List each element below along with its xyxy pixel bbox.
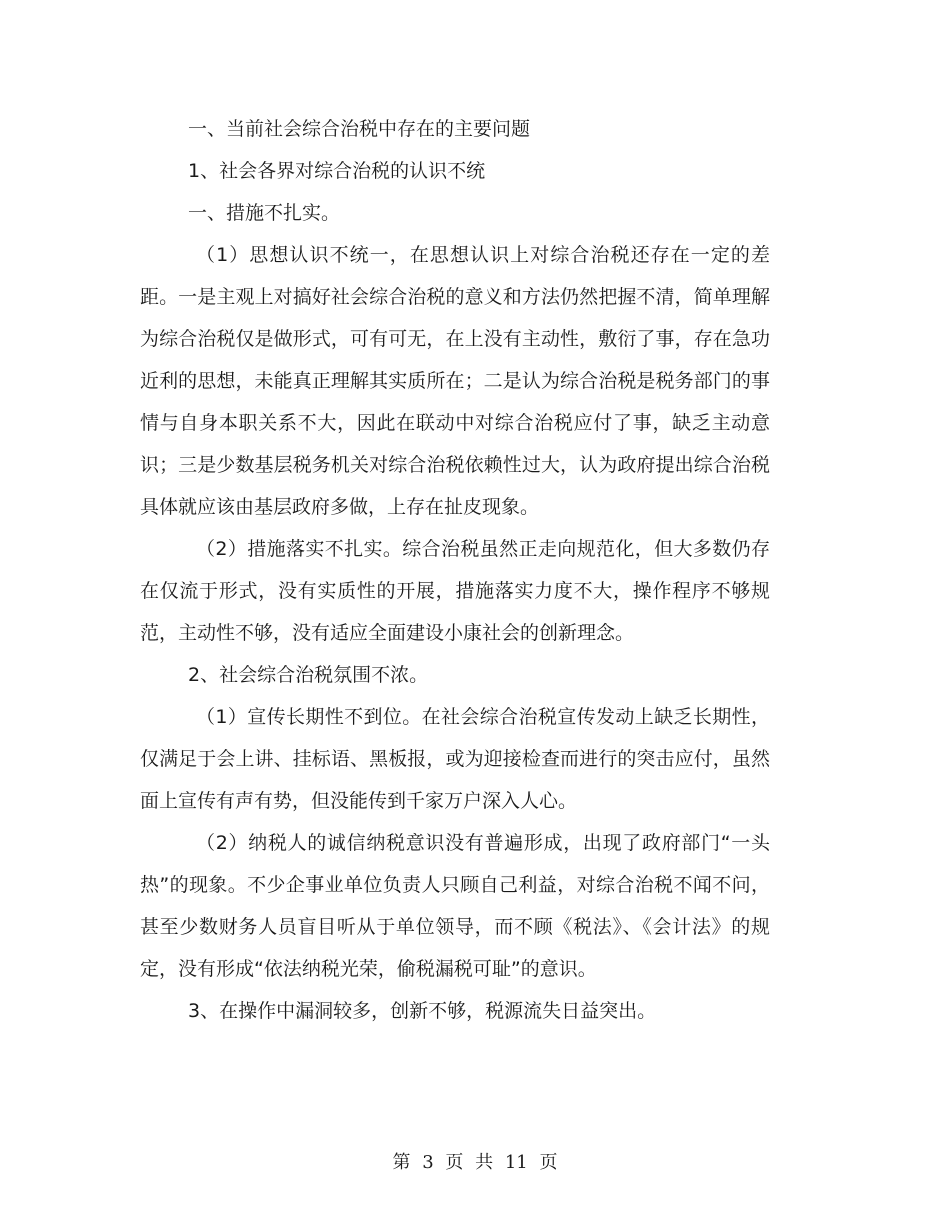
document-body (140, 108, 770, 1032)
subsection-heading: 3、在操作中漏洞较多，创新不够，税源流失日益突出。 (188, 1000, 657, 1022)
page-number-footer: 第 3 页 共 11 页 (392, 1152, 558, 1173)
body-paragraph: （2）措施落实不扎实。综合治税虽然正走向规范化，但大多数仍存在仅流于形式，没有实质性的开展，措施落实力度不大，操作程序不够规范，主动性不够，没有适应全面建设小康社会的创新理念。 (140, 538, 770, 644)
body-paragraph: （1）宣传长期性不到位。在社会综合治税宣传发动上缺乏长期性，仅满足于会上讲、挂标语、黑板报，或为迎接检查而进行的突击应付，虽然面上宣传有声有势，但没能传到千家万户深入人心。 (140, 706, 770, 812)
subsection-heading: 1、社会各界对综合治税的认识不统 (188, 160, 486, 182)
body-paragraph: （1）思想认识不统一，在思想认识上对综合治税还存在一定的差距。一是主观上对搞好社会综合治税的意义和方法仍然把握不清，简单理解为综合治税仅是做形式，可有可无，在上没有主动性，敷衍了事，存在急功近利的思想，未能真正理解其实质所在；二是认为综合治税是税务部门的事情与自身本职关系不大，因此在联动中对综合治税应付了事，缺乏主动意识；三是少数基层税务机关对综合治税依赖性过大，认为政府提出综合治税具体就应该由基层政府多做，上存在扯皮现象。 (140, 244, 770, 518)
body-paragraph: （2）纳税人的诚信纳税意识没有普遍形成，出现了政府部门“一头热”的现象。不少企事业单位负责人只顾自己利益，对综合治税不闻不问，甚至少数财务人员盲目听从于单位领导，而不顾《税法》、《会计法》的规定，没有形成“依法纳税光荣，偷税漏税可耻”的意识。 (140, 832, 770, 980)
section-heading: 一、当前社会综合治税中存在的主要问题 (188, 118, 531, 140)
subsection-heading: 2、社会综合治税氛围不浓。 (188, 664, 429, 686)
subsection-heading: 一、措施不扎实。 (188, 202, 341, 224)
